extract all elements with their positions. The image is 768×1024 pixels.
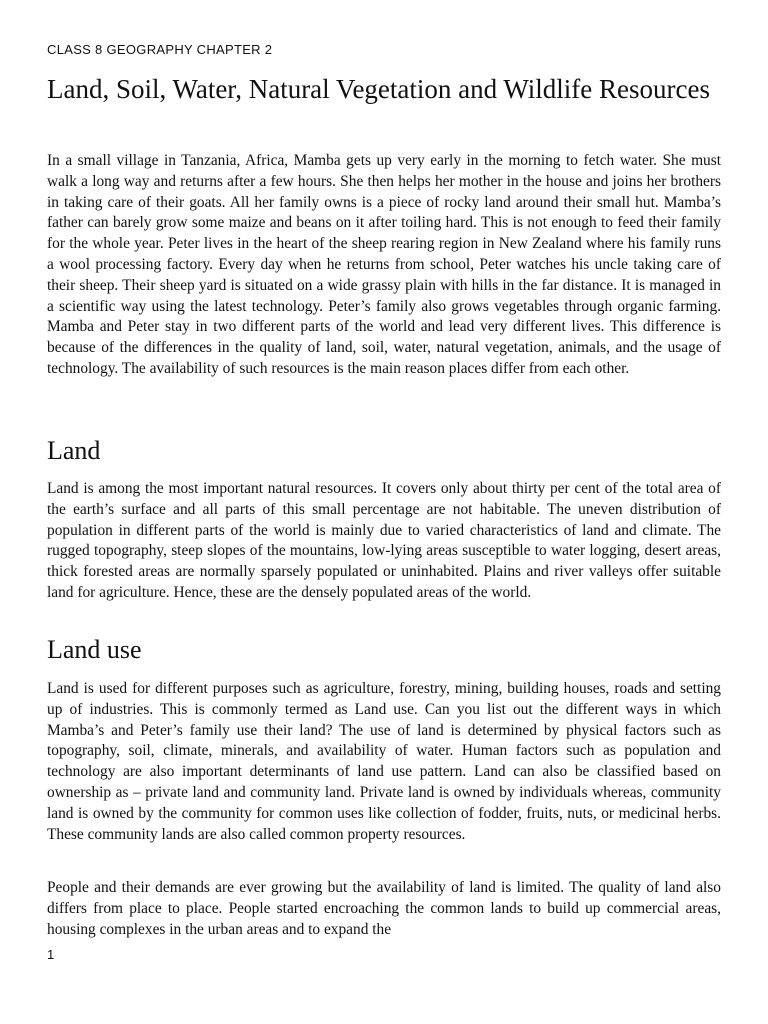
intro-paragraph: In a small village in Tanzania, Africa, Mamba gets up very early in the morning to fetch water. She must walk a long way and returns after a few hours. She then helps her mother in the house and joins her brothers in taking care of their goats. All her family owns is a piece of rocky land around their small hut. Mamba’s father can barely grow some maize and beans on it after toiling hard. This is not enough to feed their family for the whole year. Peter lives in the heart of the sheep rearing region in New Zealand where his family runs a wool processing factory. Every day when he returns from school, Peter watches his uncle taking care of their sheep. Their sheep yard is situated on a wide grassy plain with hills in the far distance. It is managed in a scientific way using the latest technology. Peter’s family also grows vegetables through organic farming. Mamba and Peter stay in two different parts of the world and lead very different lives. This difference is because of the differences in the quality of land, soil, water, natural vegetation, animals, and the usage of technology. The availability of such resources is the main reason places differ from each other. [47, 152, 721, 377]
land-use-paragraph-2: People and their demands are ever growing but the availability of land is limited. The quality of land also differs from place to place. People started encroaching the common lands to build up commercial areas, housing complexes in the urban areas and to expand the [47, 879, 721, 938]
running-header: CLASS 8 GEOGRAPHY CHAPTER 2 [47, 42, 273, 57]
section-heading-land: Land [47, 436, 101, 465]
land-paragraph: Land is among the most important natural resources. It covers only about thirty per cent of the total area of the earth’s surface and all parts of this small percentage are not habitable. The uneven distribution of population in different parts of the world is mainly due to varied characteristics of land and climate. The rugged topography, steep slopes of the mountains, low-lying areas susceptible to water logging, desert areas, thick forested areas are normally sparsely populated or uninhabited. Plains and river valleys offer suitable land for agriculture. Hence, these are the densely populated areas of the world. [47, 480, 721, 601]
land-use-paragraph-1: Land is used for different purposes such as agriculture, forestry, mining, building houses, roads and setting up of industries. This is commonly termed as Land use. Can you list out the different ways in which Mamba’s and Peter’s family use their land? The use of land is determined by physical factors such as topography, soil, climate, minerals, and availability of water. Human factors such as population and technology are also important determinants of land use pattern. Land can also be classified based on ownership as – private land and community land. Private land is owned by individuals whereas, community land is owned by the community for common uses like collection of fodder, fruits, nuts, or medicinal herbs. These community lands are also called common property resources. [47, 680, 721, 843]
chapter-title: Land, Soil, Water, Natural Vegetation and Wildlife Resources [47, 74, 710, 104]
section-heading-land-use: Land use [47, 635, 142, 664]
page-number: 1 [47, 947, 55, 962]
